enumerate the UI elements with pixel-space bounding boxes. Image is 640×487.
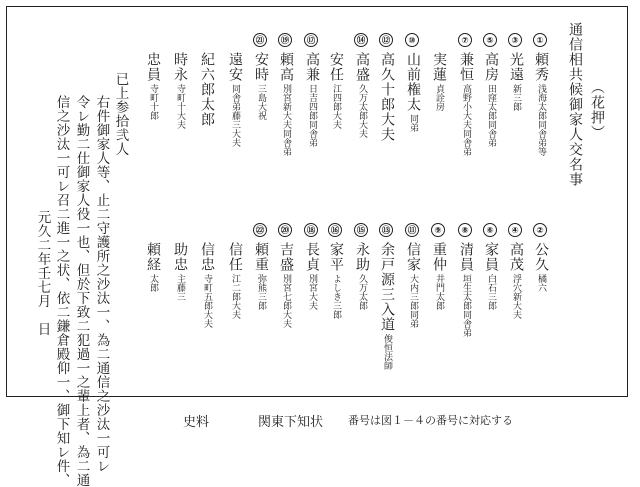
entry-note: 垣生太郎同舎弟: [461, 274, 471, 337]
entry-note: 江四郎大夫: [331, 84, 341, 129]
entry-name: 信忠: [199, 242, 215, 272]
body-line-3: 信之沙汰一可レ召二進一之状、依二鎌倉殿仰一、御下知レ件、: [53, 95, 70, 487]
entry-name: 高盛: [354, 52, 370, 82]
body-line-1: 右件御家人等、止二守護所之沙汰一、為二通信之沙汰一可レ: [93, 95, 110, 473]
entry-name: 家平: [328, 242, 344, 272]
entry-number: ⑩: [405, 33, 419, 47]
entry-note: 高野小大夫同舎弟: [461, 84, 471, 156]
entry-name: 重仲: [431, 242, 447, 272]
entry-number: ⑨: [431, 223, 445, 237]
entry-note: 橘六: [536, 274, 546, 292]
document-date: 元久二年壬七月 日: [34, 210, 51, 336]
body-line-2: 令レ勤二仕御家人役一也、但於下致二犯過一之輩上者、為二通: [73, 95, 90, 487]
entry-note: 浅海太郎同舎弟等: [536, 84, 546, 156]
entry-name: 高久十郎大夫: [379, 52, 395, 142]
entry-name: 頼重: [253, 242, 269, 272]
entry-number: ⑲: [278, 33, 292, 47]
entry-name: 安時: [253, 52, 269, 82]
entry-number: ④: [508, 223, 522, 237]
entry-number: ⑫: [379, 33, 393, 47]
seal-mark: （花押）: [589, 80, 605, 140]
entry-name: 実蓮: [431, 52, 447, 82]
entry-note: 大内三郎同弟: [408, 274, 418, 328]
entry-number: ⑯: [328, 223, 342, 237]
entry-name: 長貞: [304, 242, 320, 272]
entry-name: 山前権太: [405, 52, 421, 112]
entry-name: 兼恒: [458, 52, 474, 82]
entry-name: 高兼: [304, 52, 320, 82]
entry-note: 田窪太郎同舎弟: [486, 84, 496, 147]
entry-number: ⑳: [278, 223, 292, 237]
entry-note: 浮穴新大夫: [511, 274, 521, 319]
entry-note: 寺町五郎大夫: [202, 274, 212, 328]
entry-name: 清員: [458, 242, 474, 272]
entry-name: 高房: [483, 52, 499, 82]
entry-note: 久万太郎: [357, 274, 367, 310]
entry-number: ⑦: [458, 33, 472, 47]
entry-note: 別宮大夫: [307, 274, 317, 310]
entry-name: 信任: [227, 242, 243, 272]
entry-name: 安任: [328, 52, 344, 82]
entry-note: 白石三郎: [486, 274, 496, 310]
extra-note: 寺町十郎: [148, 84, 158, 120]
extra-name: 忠員: [145, 52, 161, 82]
entry-note: 別宮新大夫同舎弟: [281, 84, 291, 156]
extra-name: 時永: [172, 52, 188, 82]
entry-number: ⑱: [304, 223, 318, 237]
entry-note: 江二郎大夫: [230, 274, 240, 319]
entry-name: 頼経: [145, 242, 161, 272]
entry-number: ②: [533, 223, 547, 237]
entry-note: 主藤三: [175, 274, 185, 301]
entry-number: ③: [508, 33, 522, 47]
entry-number: ⑮: [354, 223, 368, 237]
entry-number: ①: [533, 33, 547, 47]
entry-number: ⑭: [354, 33, 368, 47]
entry-note: 三島大祝: [256, 84, 266, 120]
entry-number: ⑧: [458, 223, 472, 237]
entry-note: 俊恒法師: [382, 334, 392, 370]
entry-note: 別宮七郎大夫: [281, 274, 291, 328]
entry-note: 貞詮房: [434, 84, 444, 111]
entry-name: 遠安: [227, 52, 243, 82]
entry-number: ⑤: [483, 33, 497, 47]
entry-name: 公久: [533, 242, 549, 272]
entry-name: 余戸源三入道: [379, 242, 395, 332]
entry-number: ⑬: [379, 223, 393, 237]
entry-note: 久万太郎大夫: [357, 84, 367, 138]
caption-title: 関東下知状: [258, 415, 324, 430]
member-count: 已上参拾弐人: [112, 72, 129, 156]
entry-note: 弥熊三郎: [256, 274, 266, 310]
caption-label: 史料: [183, 415, 210, 430]
entry-name: 頼秀: [533, 52, 549, 82]
entry-number: ⑪: [405, 223, 419, 237]
caption-note: 番号は図１－４の番号に対応する: [348, 414, 513, 427]
entry-name: 吉盛: [278, 242, 294, 272]
entry-note: 同弟: [408, 114, 418, 132]
entry-name: 光遠: [508, 52, 524, 82]
entry-name: 助忠: [172, 242, 188, 272]
entry-number: ㉑: [253, 33, 267, 47]
entry-number: ⑰: [304, 33, 318, 47]
entry-note: 新三郎: [511, 84, 521, 111]
entry-name: 信家: [405, 242, 421, 272]
entry-note: 太郎: [148, 274, 158, 292]
entry-name: 高茂: [508, 242, 524, 272]
entry-note: 日吉四郎同舎弟: [307, 84, 317, 147]
entry-number: ㉒: [253, 223, 267, 237]
entry-name: 家員: [483, 242, 499, 272]
entry-name: 頼高: [278, 52, 294, 82]
entry-number: ⑥: [483, 223, 497, 237]
entry-note: 同舎弟藤三大夫: [230, 84, 240, 147]
entry-note: よしき三郎: [331, 274, 341, 319]
entry-note: 井門太郎: [434, 274, 444, 310]
extra-note: 寺町十大夫: [175, 84, 185, 129]
entry-name: 永助: [354, 242, 370, 272]
extra-name: 紀六郎太郎: [199, 52, 215, 127]
document-heading: 通信相共候御家人交名事: [567, 22, 583, 187]
